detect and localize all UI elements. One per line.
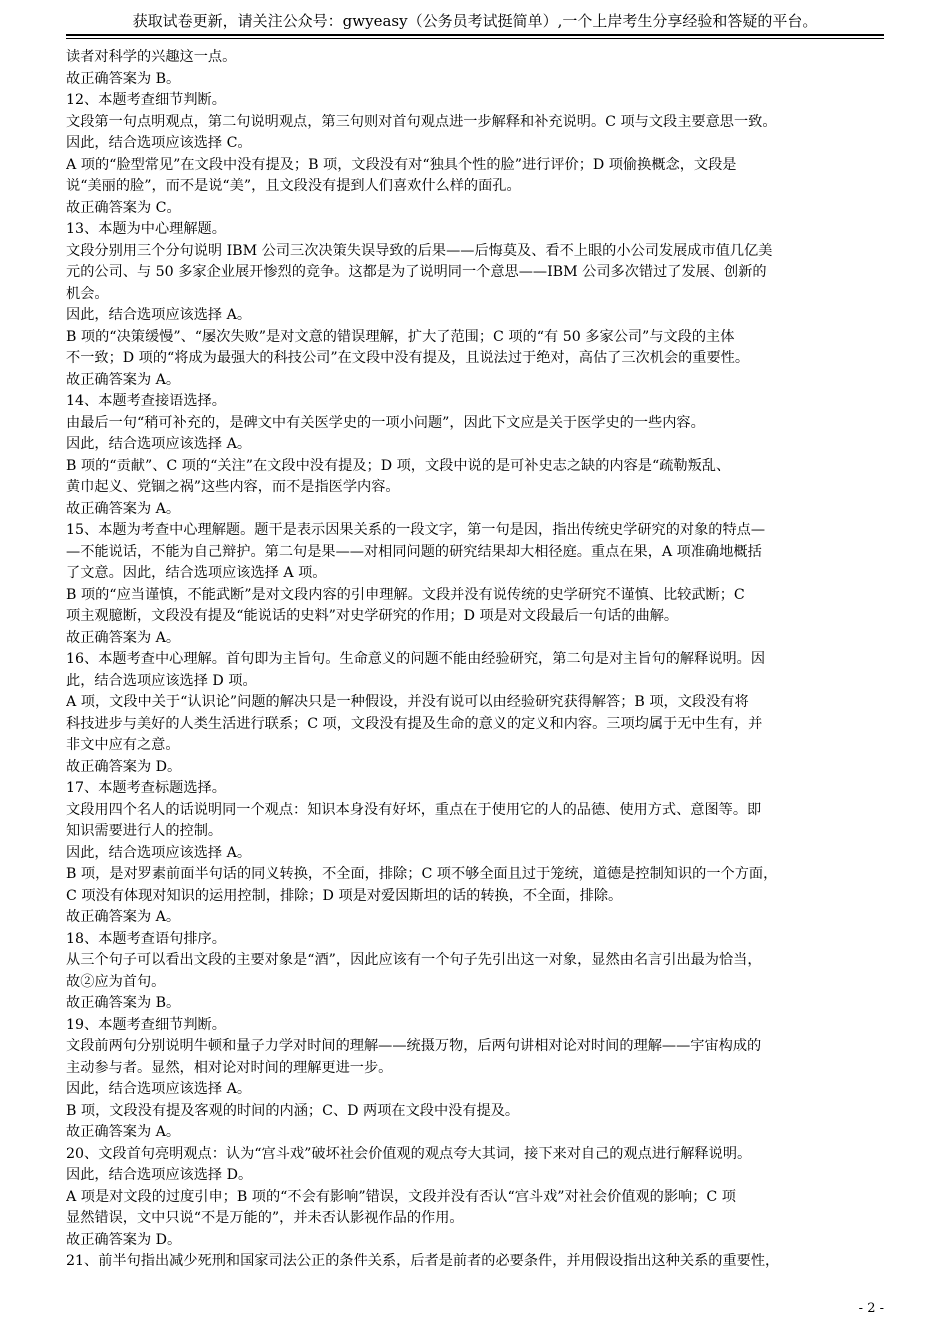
text-line: 说“美丽的脸”，而不是说“美”，且文段没有提到人们喜欢什么样的面孔。 — [66, 178, 521, 194]
text-line: 读者对科学的兴趣这一点。 — [66, 49, 237, 65]
text-line: B 项，是对罗素前面半句话的同义转换，不全面，排除；C 项不够全面且过于笼统，道德是控制知识的一个方面， — [66, 866, 778, 882]
text-line: 13、本题为中心理解题。 — [66, 221, 226, 237]
text-line: A 项的“脸型常见”在文段中没有提及；B 项，文段没有对“独具个性的脸”进行评价；D 项偷换概念，文段是 — [66, 156, 737, 173]
text-line: A 项是对文段的过度引申；B 项的“不会有影响”错误，文段并没有否认“宫斗戏”对社会价值观的影响；C 项 — [66, 1188, 736, 1205]
text-line: 因此，结合选项应该选择 A。 — [66, 436, 252, 452]
text-line: 元的公司、与 50 多家企业展开惨烈的竞争。这都是为了说明同一个意思——IBM 公司多次错过了发展、创新的 — [66, 264, 767, 280]
text-line: 此，结合选项应该选择 D 项。 — [66, 672, 257, 689]
text-line: 文段分别用三个分句说明 IBM 公司三次决策失误导致的后果——后悔莫及、看不上眼的小公司发展成市值几亿美 — [66, 242, 773, 259]
text-line: 因此，结合选项应该选择 A。 — [66, 307, 252, 323]
text-line: 故正确答案为 A。 — [66, 629, 181, 646]
text-line: C 项没有体现对知识的运用控制，排除；D 项是对爱因斯坦的话的转换，不全面，排除。 — [66, 887, 623, 904]
text-line: 19、本题考查细节判断。 — [66, 1016, 226, 1033]
page-number: - 2 - — [858, 1301, 884, 1316]
text-line: 故正确答案为 A。 — [66, 909, 181, 925]
text-line: B 项，文段没有提及客观的时间的内涵；C、D 两项在文段中没有提及。 — [66, 1102, 520, 1119]
text-line: 因此，结合选项应该选择 D。 — [66, 1167, 253, 1183]
text-line: 17、本题考查标题选择。 — [66, 780, 226, 796]
text-line: —不能说话，不能为自己辩护。第二句是果——对相同问题的研究结果却大相径庭。重点在果，A 项准确地概括 — [66, 543, 762, 560]
text-line: 科技进步与美好的人类生活进行联系；C 项，文段没有提及生命的意义的定义和内容。三项均属于无中生有，并 — [66, 715, 763, 732]
text-line: 知识需要进行人的控制。 — [66, 823, 223, 839]
text-line: 由最后一句“稍可补充的，是碑文中有关医学史的一项小问题”，因此下文应是关于医学史的一些内容。 — [66, 414, 705, 431]
text-line: 故正确答案为 D。 — [66, 758, 182, 775]
text-line: 因此，结合选项应该选择 A。 — [66, 844, 252, 861]
document-body — [66, 47, 884, 1273]
header-rule-thin — [66, 38, 884, 39]
text-line: 文段用四个名人的话说明同一个观点：知识本身没有好坏，重点在于使用它的人的品德、使用方式、意图等。即 — [66, 801, 762, 818]
text-line: 故正确答案为 A。 — [66, 371, 181, 388]
text-line: 非文中应有之意。 — [66, 737, 180, 753]
text-line: 故②应为首句。 — [66, 973, 166, 990]
text-line: 文段前两句分别说明牛顿和量子力学对时间的理解——统摄万物，后两句讲相对论对时间的理解——宇宙构成的 — [66, 1038, 762, 1054]
text-line: 不一致；D 项的“将成为最强大的科技公司”在文段中没有提及，且说法过于绝对，高估了三次机会的重要性。 — [66, 350, 750, 366]
text-line: B 项的“决策缓慢”、“屡次失败”是对文意的错误理解，扩大了范围；C 项的“有 50 多家公司”与文段的主体 — [66, 328, 735, 345]
text-line: B 项的“应当谨慎，不能武断”是对文段内容的引申理解。文段并没有说传统的史学研究不谨慎、比较武断；C — [66, 586, 745, 603]
text-line: 主动参与者。显然，相对论对时间的理解更进一步。 — [66, 1059, 393, 1076]
text-line: 从三个句子可以看出文段的主要对象是“酒”，因此应该有一个句子先引出这一对象，显然由名言引出最为恰当， — [66, 952, 762, 968]
text-line: 故正确答案为 A。 — [66, 500, 181, 517]
text-line: 21、前半句指出减少死刑和国家司法公正的条件关系，后者是前者的必要条件，并用假设指出这种关系的重要性， — [66, 1253, 780, 1269]
text-line: 文段第一句点明观点，第二句说明观点，第三句则对首句观点进一步解释和补充说明。C 项与文段主要意思一致。 — [66, 113, 777, 130]
text-line: 12、本题考查细节判断。 — [66, 92, 226, 108]
text-line: B 项的“贡献”、C 项的“关注”在文段中没有提及；D 项，文段中说的是可补史志之缺的内容是“疏勒叛乱、 — [66, 457, 731, 474]
text-line: 显然错误，文中只说“不是万能的”，并未否认影视作品的作用。 — [66, 1210, 464, 1226]
text-line: 15、本题为考查中心理解题。题干是表示因果关系的一段文字，第一句是因，指出传统史学研究的对象的特点— — [66, 522, 766, 538]
text-line: 20、文段首句亮明观点：认为“宫斗戏”破坏社会价值观的观点夸大其词，接下来对自己的观点进行解释说明。 — [66, 1145, 752, 1162]
text-line: 因此，结合选项应该选择 C。 — [66, 135, 252, 151]
text-line: 故正确答案为 C。 — [66, 199, 181, 216]
text-line: 14、本题考查接语选择。 — [66, 393, 226, 409]
text-line: 16、本题考查中心理解。首句即为主旨句。生命意义的问题不能由经验研究，第二句是对主旨句的解释说明。因 — [66, 651, 766, 667]
text-line: 故正确答案为 B。 — [66, 995, 181, 1011]
text-line: 因此，结合选项应该选择 A。 — [66, 1081, 252, 1097]
text-line: 18、本题考查语句排序。 — [66, 930, 226, 947]
text-line: 故正确答案为 B。 — [66, 70, 181, 87]
text-line: A 项，文段中关于“认识论”问题的解决只是一种假设，并没有说可以由经验研究获得解答；B 项，文段没有将 — [66, 694, 749, 710]
text-line: 项主观臆断，文段没有提及“能说话的史料”对史学研究的作用；D 项是对文段最后一句话的曲解。 — [66, 608, 679, 624]
header-rule-thick — [66, 34, 884, 36]
text-line: 黄巾起义、党锢之祸”这些内容，而不是指医学内容。 — [66, 479, 400, 495]
text-line: 了文意。因此，结合选项应该选择 A 项。 — [66, 565, 327, 581]
text-line: 故正确答案为 A。 — [66, 1124, 181, 1140]
page-header: 获取试卷更新，请关注公众号：gwyeasy（公务员考试挺简单）,一个上岸考生分享经验和答疑的平台。 — [132, 12, 818, 30]
text-line: 机会。 — [66, 285, 109, 302]
text-line: 故正确答案为 D。 — [66, 1231, 182, 1248]
